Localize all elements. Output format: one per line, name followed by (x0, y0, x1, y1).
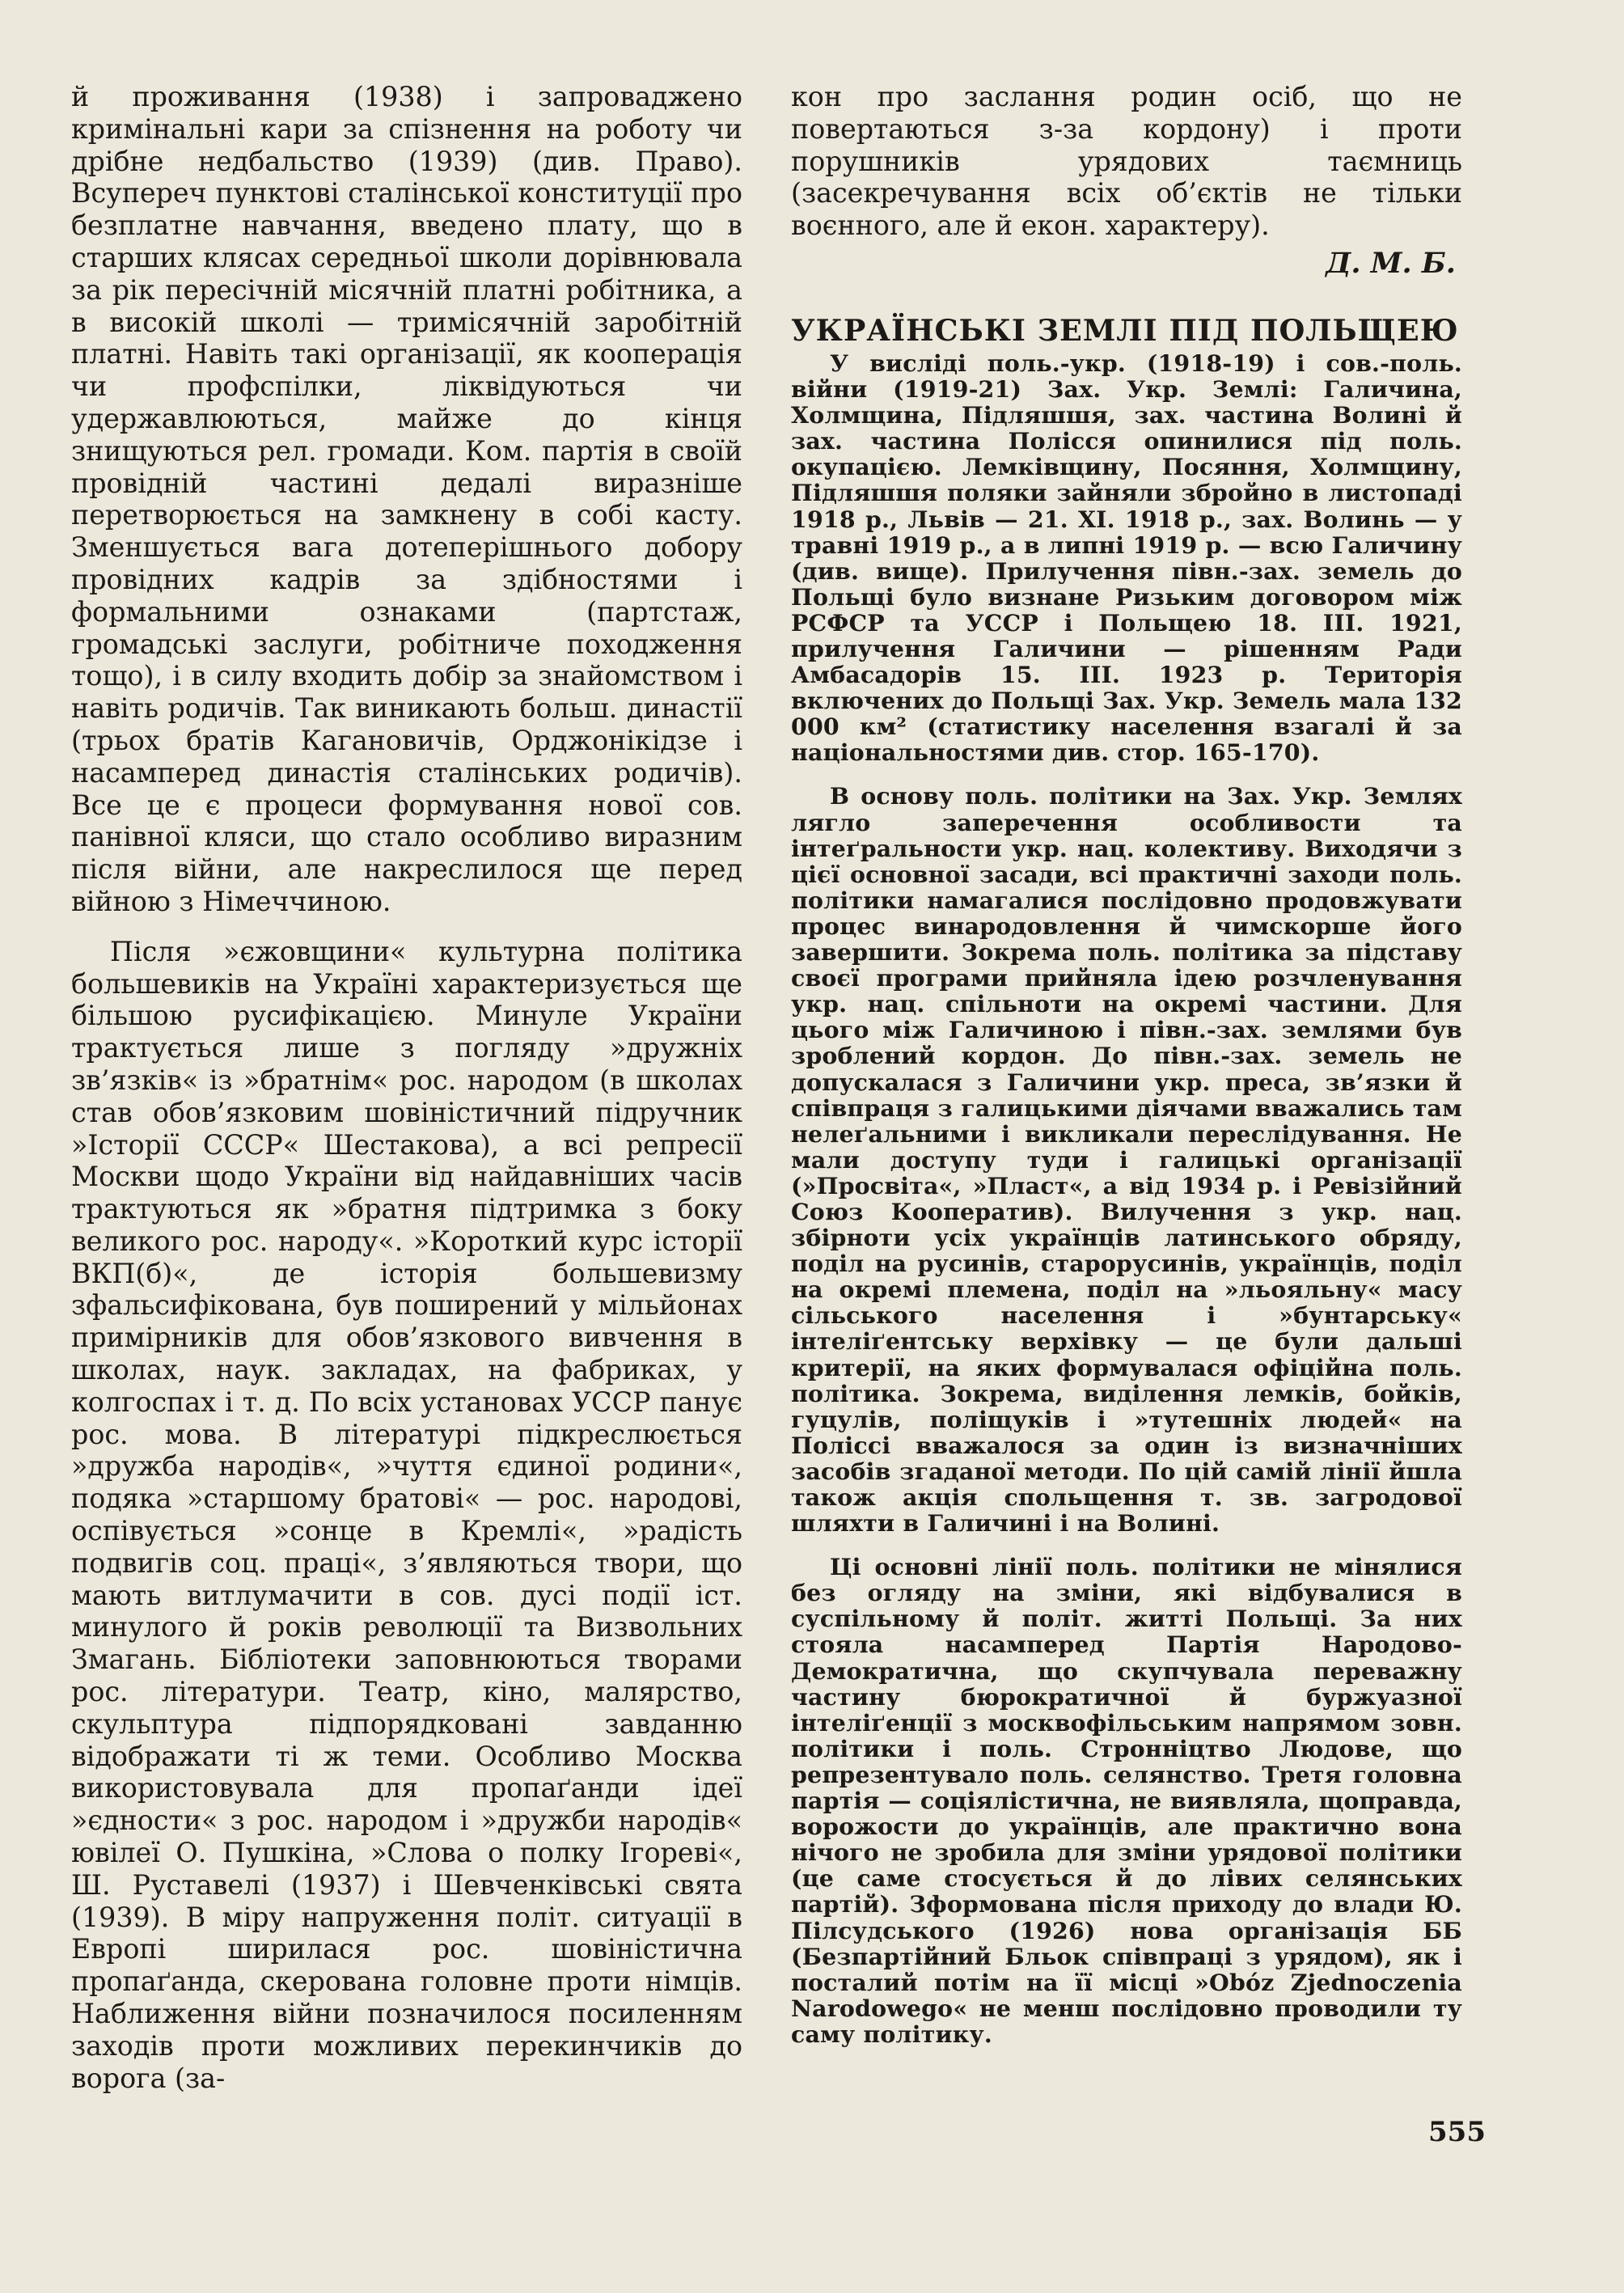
paragraph: Після »єжовщини« культурна політика большевиків на Україні характеризується ще більшою русифікацією. Минуле України трактується лише з погляду »дружніх зв’язків« із »братнім« рос. народом (в школах став обов’язковим шовіністичний підручник »Історії СССР« Шестакова), а всі репресії Москви щодо України від найдавніших часів трактуються як »братня підтримка з боку великого рос. народу«. »Короткий курс історії ВКП(б)«, де історія большевизму зфальсифікована, був поширений у мільйонах примірників для обов’язкового вивчення в школах, наук. закладах, на фабриках, у колгоспах і т. д. По всіх установах УССР панує рос. мова. В літературі підкреслюється »дружба народів«, »чуття єдиної родини«, подяка »старшому братові« — рос. народові, оспівується »сонце в Кремлі«, »радість подвигів соц. праці«, з’являються твори, що мають витлумачити в сов. дусі події іст. минулого й років революції та Визвольних Змагань. Бібліотеки заповнюються творами рос. літератури. Театр, кіно, малярство, скульптура підпорядковані завданню відображати ті ж теми. Особливо Москва використовувала для пропаґанди ідеї »єдности« з рос. народом і »дружби народів« ювілеї О. Пушкіна, »Слова о полку Ігореві«, Ш. Руставелі (1937) і Шевченківські свята (1939). В міру напруження політ. ситуації в Европі ширилася рос. шовіністична пропаґанда, скерована головне проти німців. Наближення війни позначилося посиленням заходів проти можливих перекинчиків до ворога (за- (71, 935, 742, 2094)
paragraph: й проживання (1938) і запроваджено кримінальні кари за спізнення на роботу чи дрібне недбальство (1939) (див. Право). Всупереч пунктові сталінської конституції про безплатне навчання, введено плату, що в старших клясах середньої школи дорівнювала за рік пересічній місячній платні робітника, а в високій школі — тримісячній заробітній платні. Навіть такі організації, як кооперація чи профспілки, ліквідуються чи удержавлюються, майже до кінця знищуються рел. громади. Ком. партія в своїй провідній частині дедалі виразніше перетворюється на замкнену в собі касту. Зменшується вага дотеперішнього добору провідних кадрів за здібностями і формальними ознаками (партстаж, громадські заслуги, робітниче походження тощо), і в силу входить добір за знайомством і навіть родичів. Так виникають больш. династії (трьох братів Кагановичів, Орджонікідзе і насамперед династія сталінських родичів). Все це є процеси формування нової сов. панівної кляси, що стало особливо виразним після війни, але накреслилося ще перед війною з Німеччиною. (71, 81, 742, 917)
paragraph: В основу поль. політики на Зах. Укр. Землях лягло заперечення особливости та інтеґральности укр. нац. колективу. Виходячи з цієї основної засади, всі практичні заходи поль. політики намагалися послідовно продовжувати процес винародовлення й чимскорше його завершити. Зокрема поль. політика за підставу своєї програми прийняла ідею розчленування укр. нац. спільноти на окремі частини. Для цього між Галичиною і півн.-зах. землями був зроблений кордон. До півн.-зах. земель не допускалася з Галичини укр. преса, зв’язки й співпраця з галицькими діячами вважались там нелеґальними і викликали переслідування. Не мали доступу туди і галицькі організації (»Просвіта«, »Пласт«, а від 1934 р. і Ревізійний Союз Кооператив). Вилучення з укр. нац. збірноти усіх українців латинського обряду, поділ на русинів, старорусинів, українців, поділ на окремі племена, поділ на »льояльну« масу сільського населення і »бунтарську« інтеліґентську верхівку — це були дальші критерії, на яких формувалася офіційна поль. політика. Зокрема, виділення лемків, бойків, гуцулів, поліщуків і »тутешніх людей« на Поліссі вважалося за один із визначніших засобів згаданої методи. По цій самій лінії йшла також акція спольщення т. зв. загродової шляхти в Галичині і на Волині. (791, 782, 1462, 1538)
paragraph: Ці основні лінії поль. політики не мінялися без огляду на зміни, які відбувалися в суспільному й політ. житті Польщі. За них стояла насамперед Партія Народово-Демократична, що скупчувала переважну частину бюрократичної й буржуазної інтеліґенції з москвофільським напрямом зовн. політики і поль. Стронніцтво Людове, що репрезентувало поль. селянство. Третя головна партія — соціялістична, не виявляла, щоправда, ворожости до українців, але практично вона нічого не зробила для зміни урядової політики (це саме стосується й до лівих селянських партій). Зформована після приходу до влади Ю. Пілсудського (1926) нова організація ББ (Безпартійний Бльок співпраці з урядом), як і посталий потім на її місці »Obóz Zjednoczenia Narodowego« не менш послідовно проводили ту саму політику. (791, 1553, 1462, 2048)
right-column (791, 81, 1462, 2047)
left-column (71, 81, 742, 2094)
author-signature: Д. М. Б. (1326, 246, 1456, 280)
page-number: 555 (1428, 2116, 1486, 2148)
paragraph: У висліді поль.-укр. (1918-19) і сов.-поль. війни (1919-21) Зах. Укр. Землі: Галичина, Холмщина, Підляшшя, зах. частина Волині й зах. частина Полісся опинилися під поль. окупацією. Лемківщину, Посяння, Холмщину, Підляшшя поляки зайняли збройно в листопаді 1918 р., Львів — 21. XI. 1918 р., зах. Волинь — у травні 1919 р., а в липні 1919 р. — всю Галичину (див. вище). Прилучення півн.-зах. земель до Польщі було визнане Ризьким договором між РСФСР та УССР і Польщею 18. III. 1921, прилучення Галичини — рішенням Ради Амбасадорів 15. III. 1923 р. Територія включених до Польщі Зах. Укр. Земель мала 132 000 км² (статистику населення взагалі й за національностями див. стор. 165-170). (791, 349, 1462, 767)
paragraph: кон про заслання родин осіб, що не повертаються з-за кордону) і проти порушників урядових таємниць (засекречування всіх об’єктів не тільки воєнного, але й екон. характеру). (791, 81, 1462, 242)
article-heading: УКРАЇНСЬКІ ЗЕМЛІ ПІД ПОЛЬЩЕЮ (791, 312, 1459, 348)
